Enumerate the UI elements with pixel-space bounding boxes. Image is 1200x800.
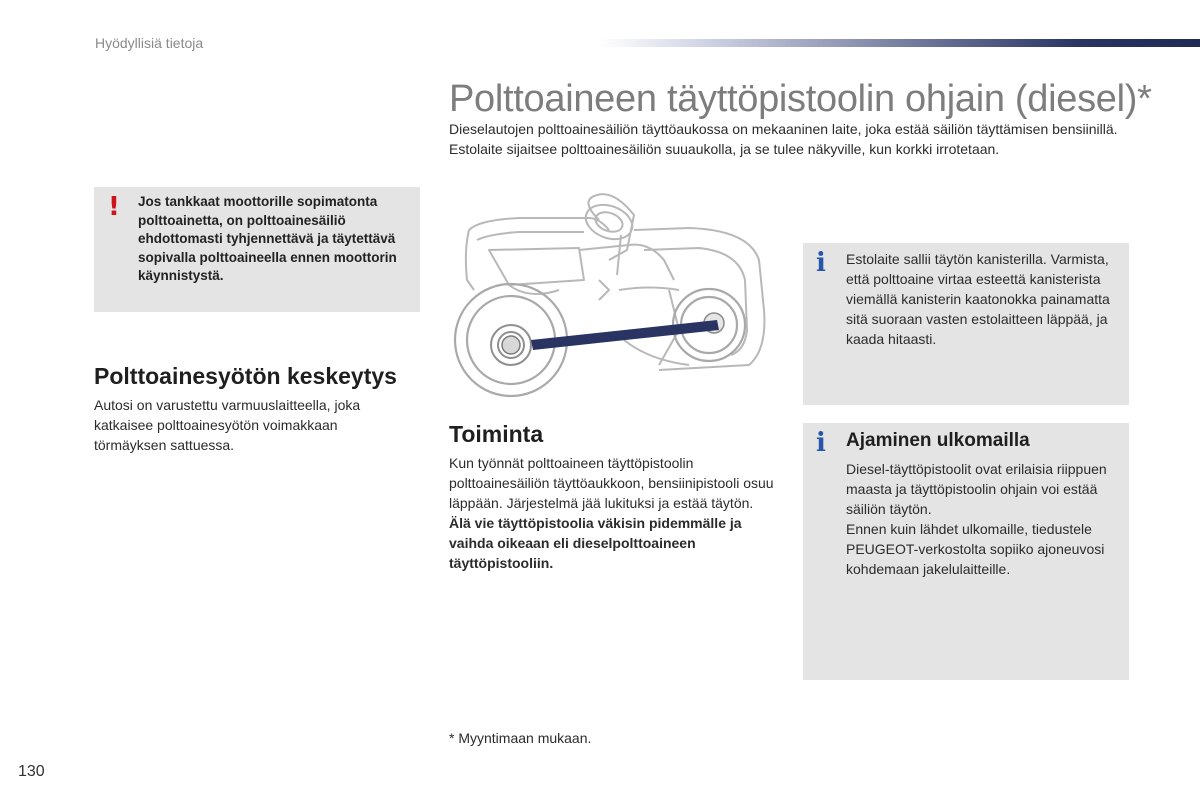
operation-warning-paragraph: Älä vie täyttöpistoolia väkisin pidemmälle ja vaihda oikeaan eli dieselpolttoaineen täyttöpistooliin.: [449, 515, 742, 571]
info-canister-text: [846, 249, 1118, 349]
operation-heading: Toiminta: [449, 421, 544, 447]
intro-line-1: Dieselautojen polttoainesäiliön täyttöaukossa on mekaaninen laite, joka estää säiliön täyttämisen bensiinillä.: [449, 121, 1118, 137]
fuel-cutoff-heading: Polttoainesyötön keskeytys: [94, 363, 397, 389]
info-abroad-heading: Ajaminen ulkomailla: [846, 430, 1030, 451]
intro-text: [449, 119, 1129, 159]
info-abroad-line-1: Diesel-täyttöpistoolit ovat erilaisia riippuen maasta ja täyttöpistoolin ohjain voi estää säiliön täytön.: [846, 461, 1107, 517]
footnote: * Myyntimaan mukaan.: [449, 730, 592, 746]
info-abroad-line-2: Ennen kuin lähdet ulkomaille, tiedustele PEUGEOT-verkostolta sopiiko ajoneuvosi kohdemaan jakelulaitteille.: [846, 521, 1105, 577]
header-gradient-bar: [600, 39, 1200, 47]
warning-text: Jos tankkaat moottorille sopimatonta polttoainetta, on polttoainesäiliö ehdottomasti tyhjennettävä ja täytettävä sopivalla polttoaineella ennen moottorin käynnistystä.: [138, 194, 397, 283]
info-icon: i: [816, 248, 826, 278]
fuel-cutoff-text: [94, 395, 409, 455]
info-abroad-text: [846, 459, 1121, 579]
page-title: Polttoaineen täyttöpistoolin ohjain (diesel)*: [449, 78, 1152, 120]
section-label: Hyödyllisiä tietoja: [95, 35, 204, 51]
intro-line-2: Estolaite sijaitsee polttoainesäiliön suuaukolla, ja se tulee näkyville, kun korkki irrotetaan.: [449, 141, 1000, 157]
page-number: 130: [18, 763, 45, 780]
info-icon: i: [816, 428, 826, 458]
operation-text: [449, 453, 779, 573]
info-canister-paragraph: Estolaite sallii täytön kanisterilla. Varmista, että polttoaine virtaa esteettä kanisterista viemällä kanisterin kaatonokka painamatta sitä suoraan vasten estolaitteen läppää, ja kaada hitaasti.: [846, 251, 1110, 347]
operation-paragraph: Kun työnnät polttoaineen täyttöpistoolin polttoainesäiliön täyttöaukkoon, bensiinipistooli osuu läppään. Järjestelmä jää lukituksi ja estää täytön.: [449, 455, 774, 511]
fuel-filler-illustration: [449, 190, 789, 410]
warning-icon: !: [108, 192, 120, 222]
fuel-cutoff-paragraph: Autosi on varustettu varmuuslaitteella, joka katkaisee polttoainesyötön voimakkaan törmäyksen sattuessa.: [94, 397, 361, 453]
